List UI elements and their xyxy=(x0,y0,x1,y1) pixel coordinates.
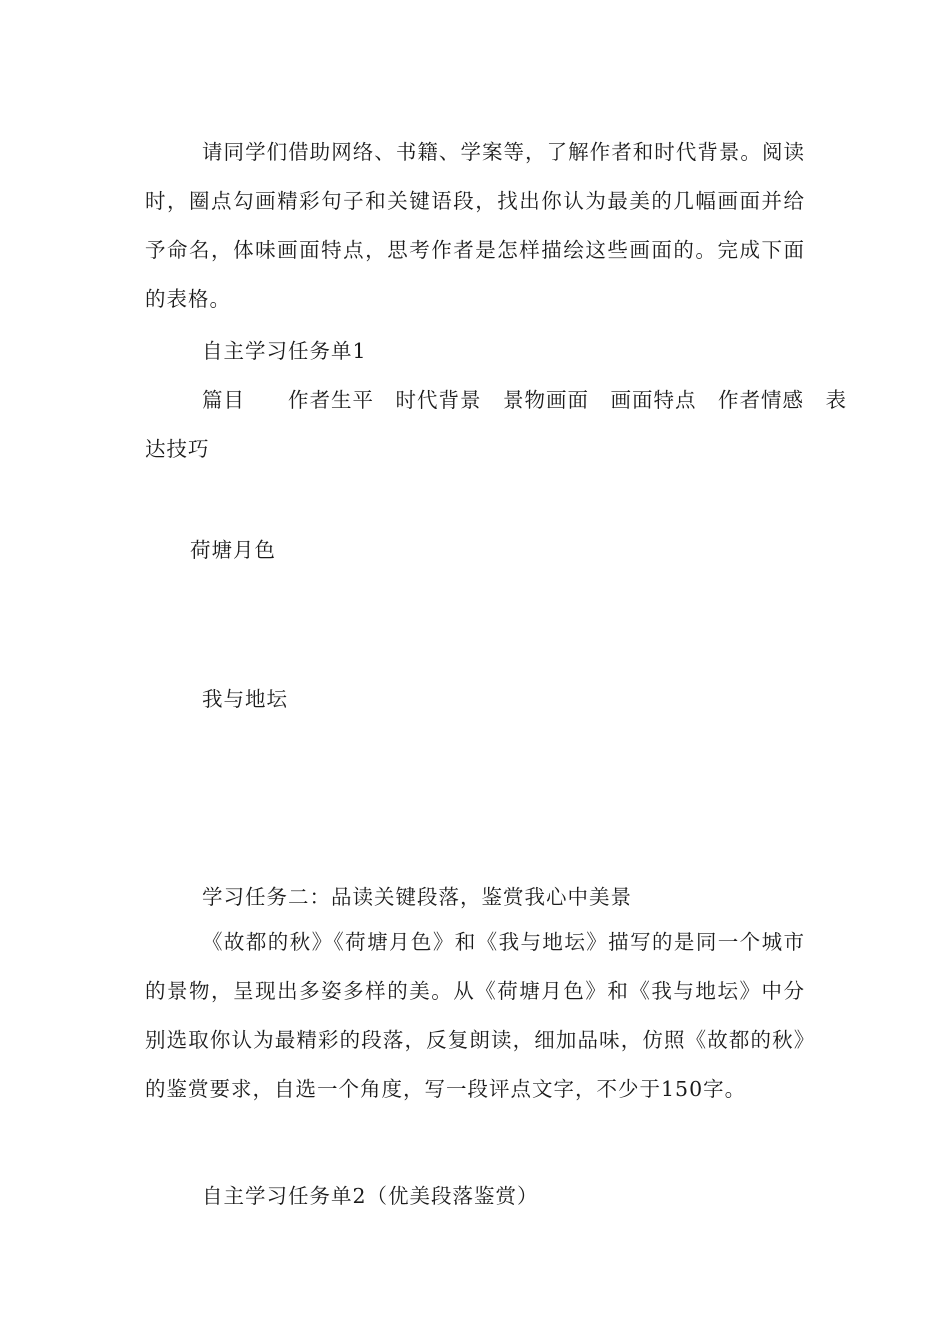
table-header-line-2: 达技巧 xyxy=(145,437,210,461)
task-two-paragraph: 《故都的秋》《荷塘月色》和《我与地坛》描写的是同一个城市的景物，呈现出多姿多样的美。从《荷塘月色》和《我与地坛》中分别选取你认为最精彩的段落，反复朗读，细加品味，仿照《故都的秋》的鉴赏要求，自选一个角度，写一段评点文字，不少于150字。 xyxy=(145,930,805,1101)
intro-paragraph: 请同学们借助网络、书籍、学案等，了解作者和时代背景。阅读时，圈点勾画精彩句子和关键语段，找出你认为最美的几幅画面并给予命名，体味画面特点，思考作者是怎样描绘这些画面的。完成下面的表格。 xyxy=(145,140,805,311)
task-sheet-1-title: 自主学习任务单1 xyxy=(202,339,367,363)
task-sheet-2-title: 自主学习任务单2（优美段落鉴赏） xyxy=(202,1184,539,1208)
table-row-label-ditan: 我与地坛 xyxy=(202,687,288,711)
task-two-title: 学习任务二：品读关键段落，鉴赏我心中美景 xyxy=(202,885,632,909)
table-header-line-1: 篇目 作者生平 时代背景 景物画面 画面特点 作者情感 表 xyxy=(202,388,847,412)
table-row-label-hetang: 荷塘月色 xyxy=(190,538,276,562)
